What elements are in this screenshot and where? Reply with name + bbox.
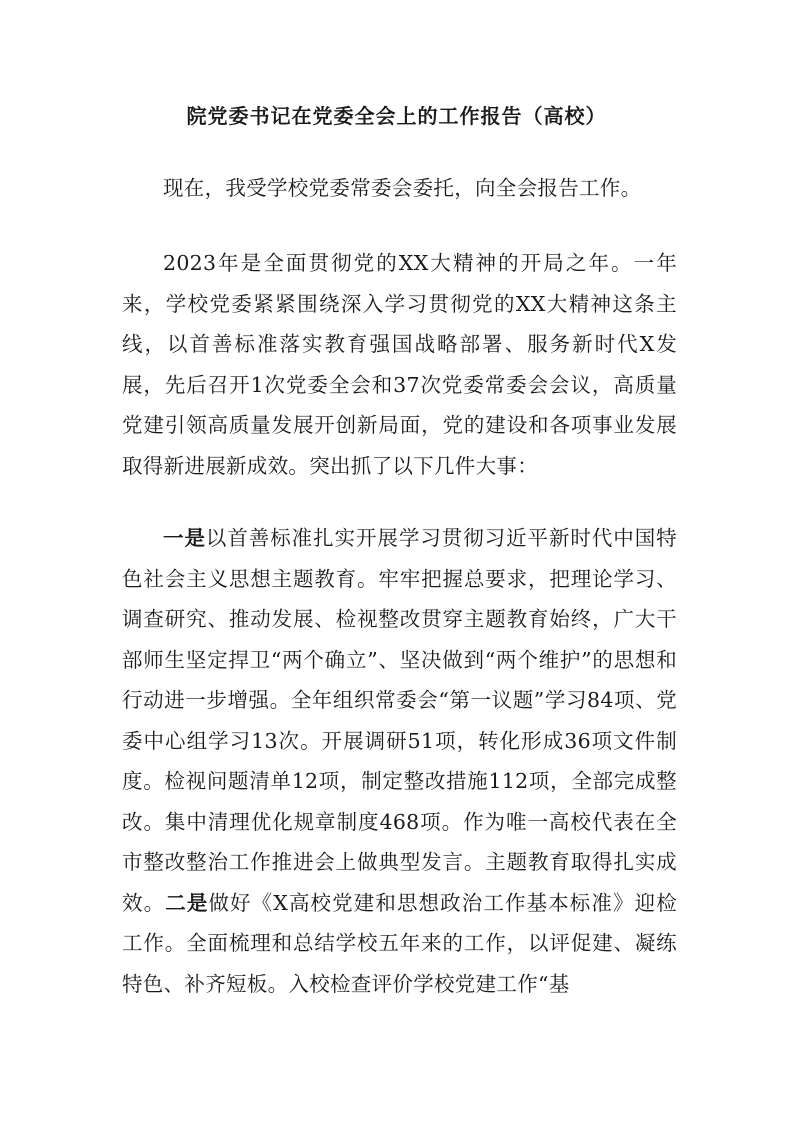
document-title: 院党委书记在党委全会上的工作报告（高校）	[186, 104, 607, 128]
first-item-paragraph	[122, 518, 677, 1004]
first-item-lead: 一是	[163, 526, 206, 550]
first-item-text: 以首善标准扎实开展学习贯彻习近平新时代中国特色社会主义思想主题教育。牢牢把握总要求，把理论学习、调查研究、推动发展、检视整改贯穿主题教育始终，广大干部师生坚定捍卫“两个确立”、坚决做到“两个维护”的思想和行动进一步增强。全年组织常委会“第一议题”学习84项、党委中心组学习13次。开展调研51项，转化形成36项文件制度。检视问题清单12项，制定整改措施112项，全部完成整改。集中清理优化规章制度468项。作为唯一高校代表在全市整改整治工作推进会上做典型发言。主题教育取得扎实成效。	[122, 526, 677, 915]
intro-paragraph: 现在，我受学校党委常委会委托，向全会报告工作。	[163, 176, 642, 200]
second-item-text: 做好《X高校党建和思想政治工作基本标准》迎检工作。全面梳理和总结学校五年来的工作，以评促建、凝练特色、补齐短板。入校检查评价学校党建工作“基	[122, 890, 677, 996]
year-summary-paragraph: 2023年是全面贯彻党的XX大精神的开局之年。一年来，学校党委紧紧围绕深入学习贯彻党的XX大精神这条主线，以首善标准落实教育强国战略部署、服务新时代X发展，先后召开1次党委全会和37次党委常委会会议，高质量党建引领高质量发展开创新局面，党的建设和各项事业发展取得新进展新成效。突出抓了以下几件大事：	[122, 251, 677, 478]
second-item-lead: 二是	[165, 890, 209, 915]
